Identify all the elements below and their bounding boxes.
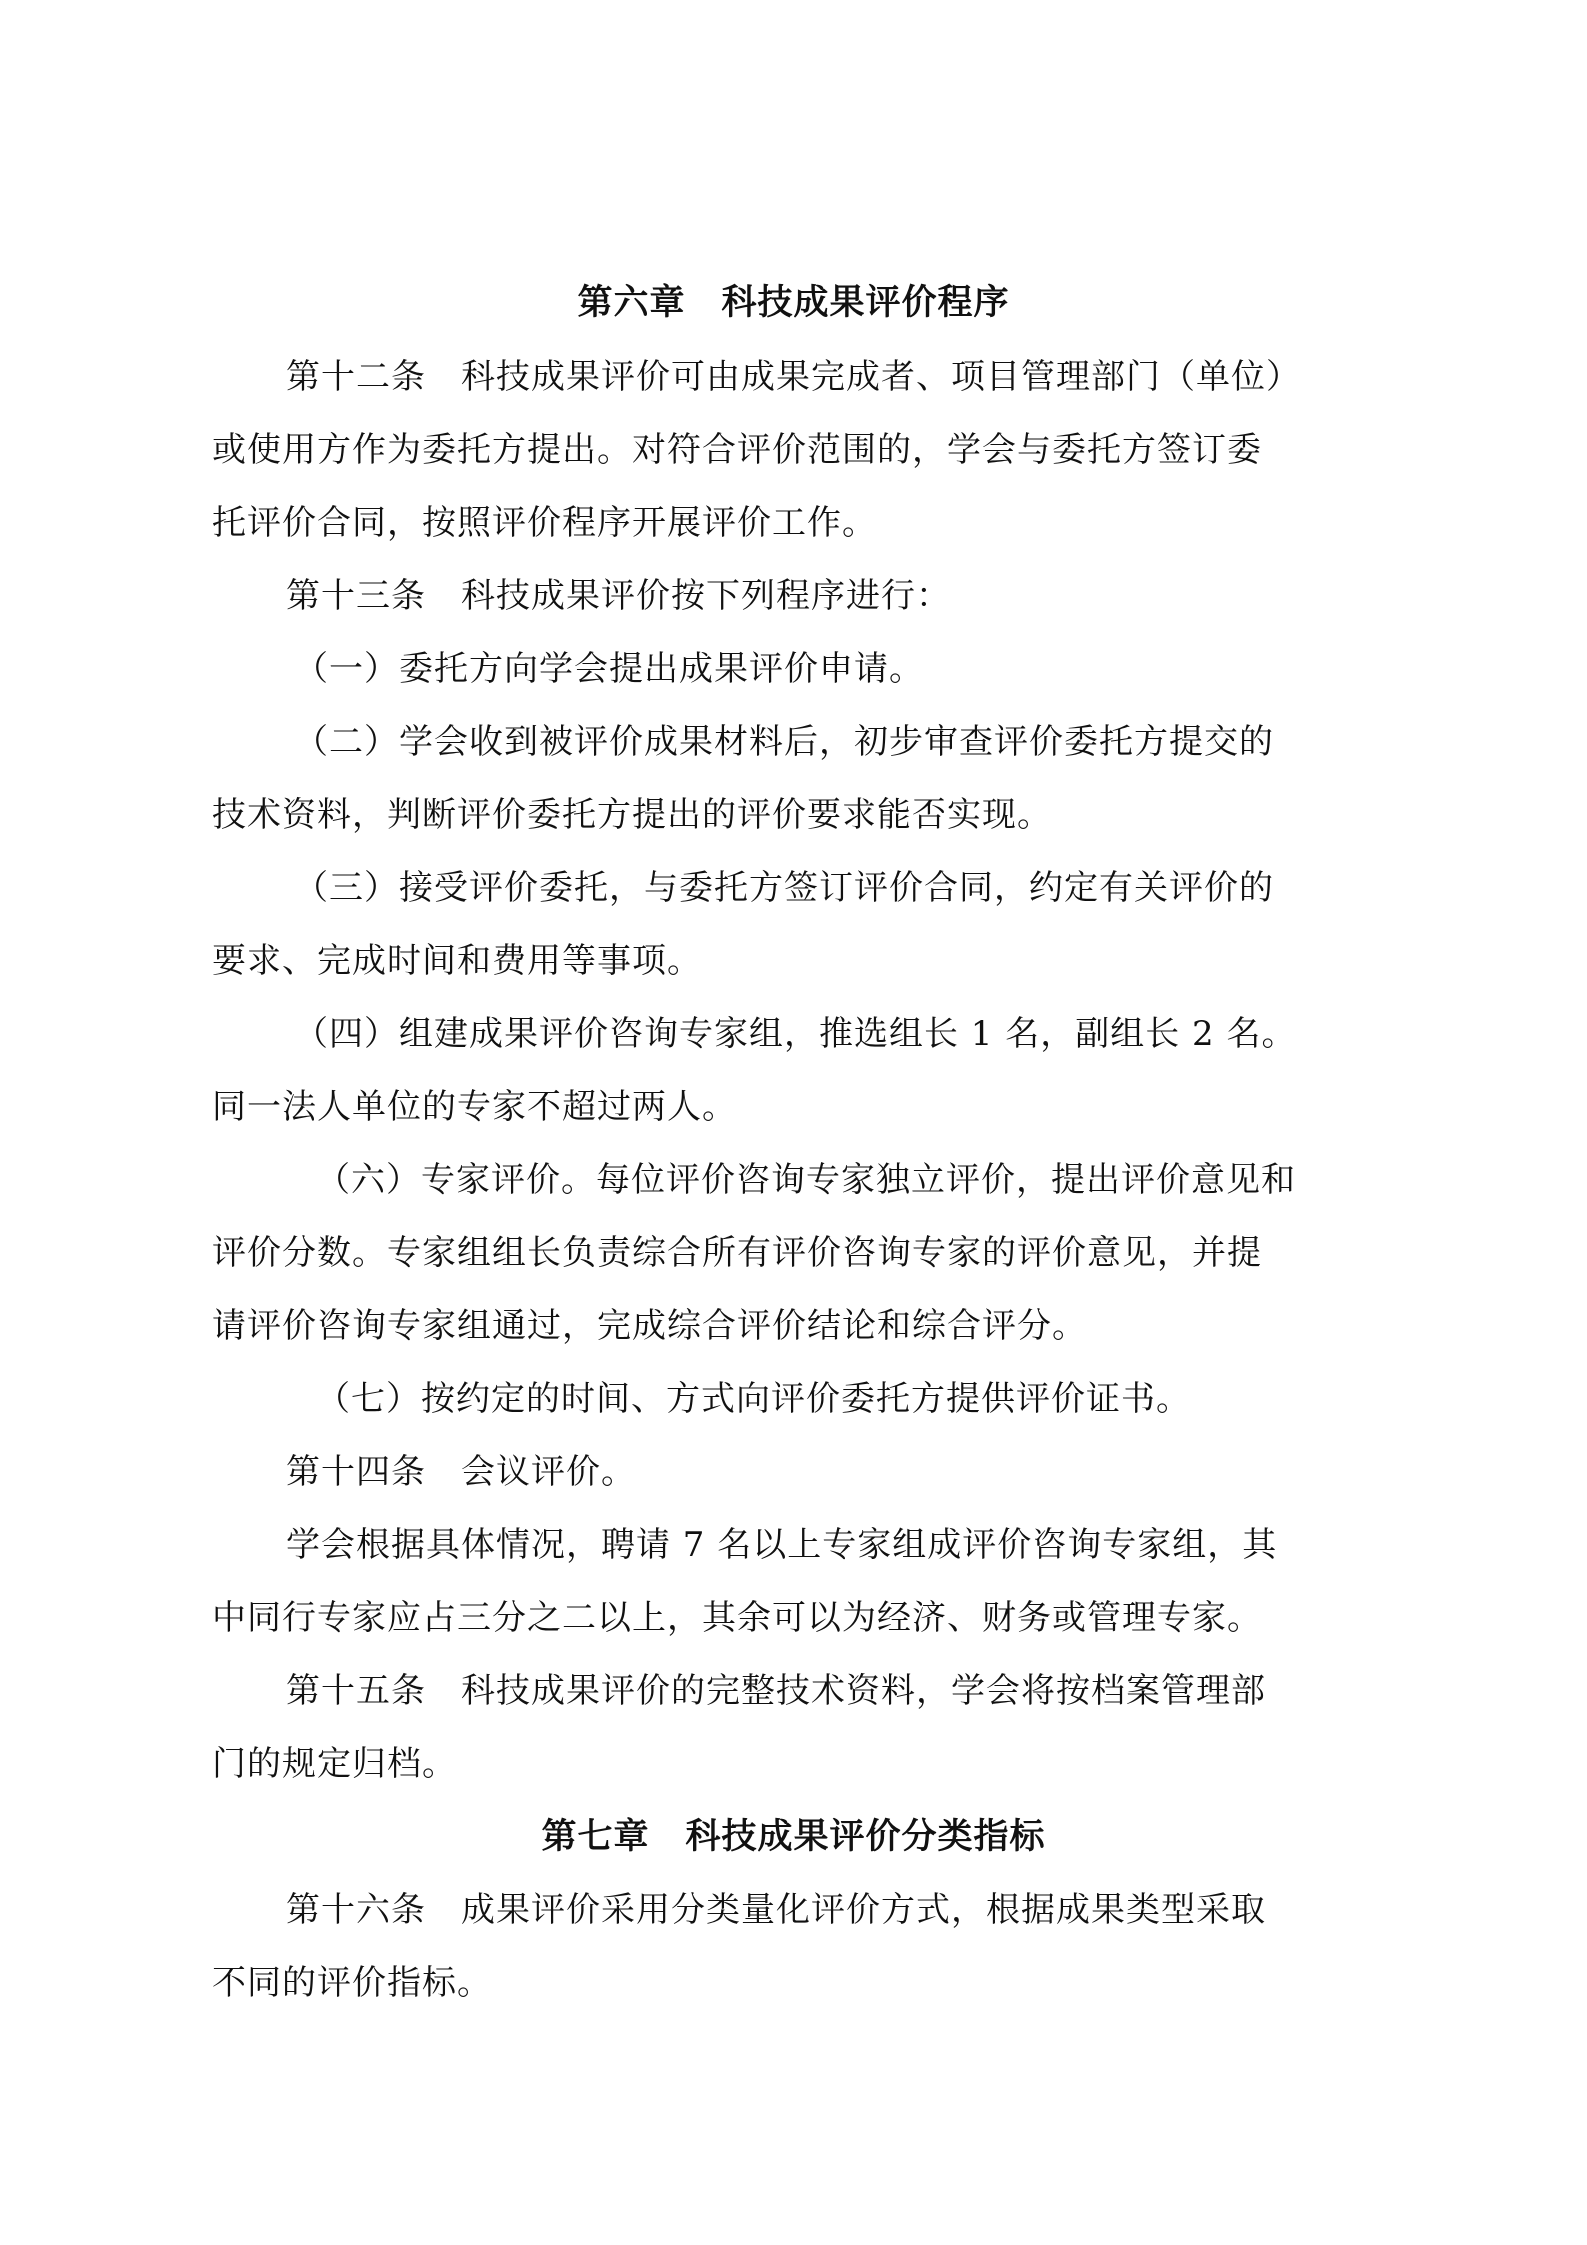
item-3-line-1: （三）接受评价委托，与委托方签订评价合同，约定有关评价的 [294,868,1274,908]
item-6-line-2: 评价分数。专家组组长负责综合所有评价咨询专家的评价意见，并提 [212,1233,1262,1273]
item-6-line-1: （六）专家评价。每位评价咨询专家独立评价，提出评价意见和 [316,1160,1296,1200]
article-14-line-1: 第十四条 会议评价。 [286,1452,636,1492]
item-1-line-1: （一）委托方向学会提出成果评价申请。 [294,649,924,689]
chapter-6-heading: 第六章 科技成果评价程序 [577,282,1010,323]
item-3-line-2: 要求、完成时间和费用等事项。 [212,941,702,981]
article-16-line-1: 第十六条 成果评价采用分类量化评价方式，根据成果类型采取 [286,1890,1266,1930]
item-7-line-1: （七）按约定的时间、方式向评价委托方提供评价证书。 [316,1379,1191,1419]
article-12-line-2: 或使用方作为委托方提出。对符合评价范围的，学会与委托方签订委 [212,430,1262,470]
article-12-line-3: 托评价合同，按照评价程序开展评价工作。 [212,503,877,543]
article-16-line-2: 不同的评价指标。 [212,1963,492,2003]
chapter-7-heading: 第七章 科技成果评价分类指标 [541,1816,1046,1857]
item-2-line-1: （二）学会收到被评价成果材料后，初步审查评价委托方提交的 [294,722,1274,762]
item-4-line-2: 同一法人单位的专家不超过两人。 [212,1087,737,1127]
article-15-line-2: 门的规定归档。 [212,1744,457,1784]
item-4-line-1: （四）组建成果评价咨询专家组，推选组长 1 名，副组长 2 名。 [294,1014,1297,1054]
item-6-line-3: 请评价咨询专家组通过，完成综合评价结论和综合评分。 [212,1306,1087,1346]
article-13-line-1: 第十三条 科技成果评价按下列程序进行： [286,576,951,616]
article-15-line-1: 第十五条 科技成果评价的完整技术资料，学会将按档案管理部 [286,1671,1266,1711]
article-14-line-2: 学会根据具体情况，聘请 7 名以上专家组成评价咨询专家组，其 [286,1525,1278,1565]
article-12-line-1: 第十二条 科技成果评价可由成果完成者、项目管理部门（单位） [286,357,1301,397]
article-14-line-3: 中同行专家应占三分之二以上，其余可以为经济、财务或管理专家。 [212,1598,1262,1638]
item-2-line-2: 技术资料，判断评价委托方提出的评价要求能否实现。 [212,795,1052,835]
